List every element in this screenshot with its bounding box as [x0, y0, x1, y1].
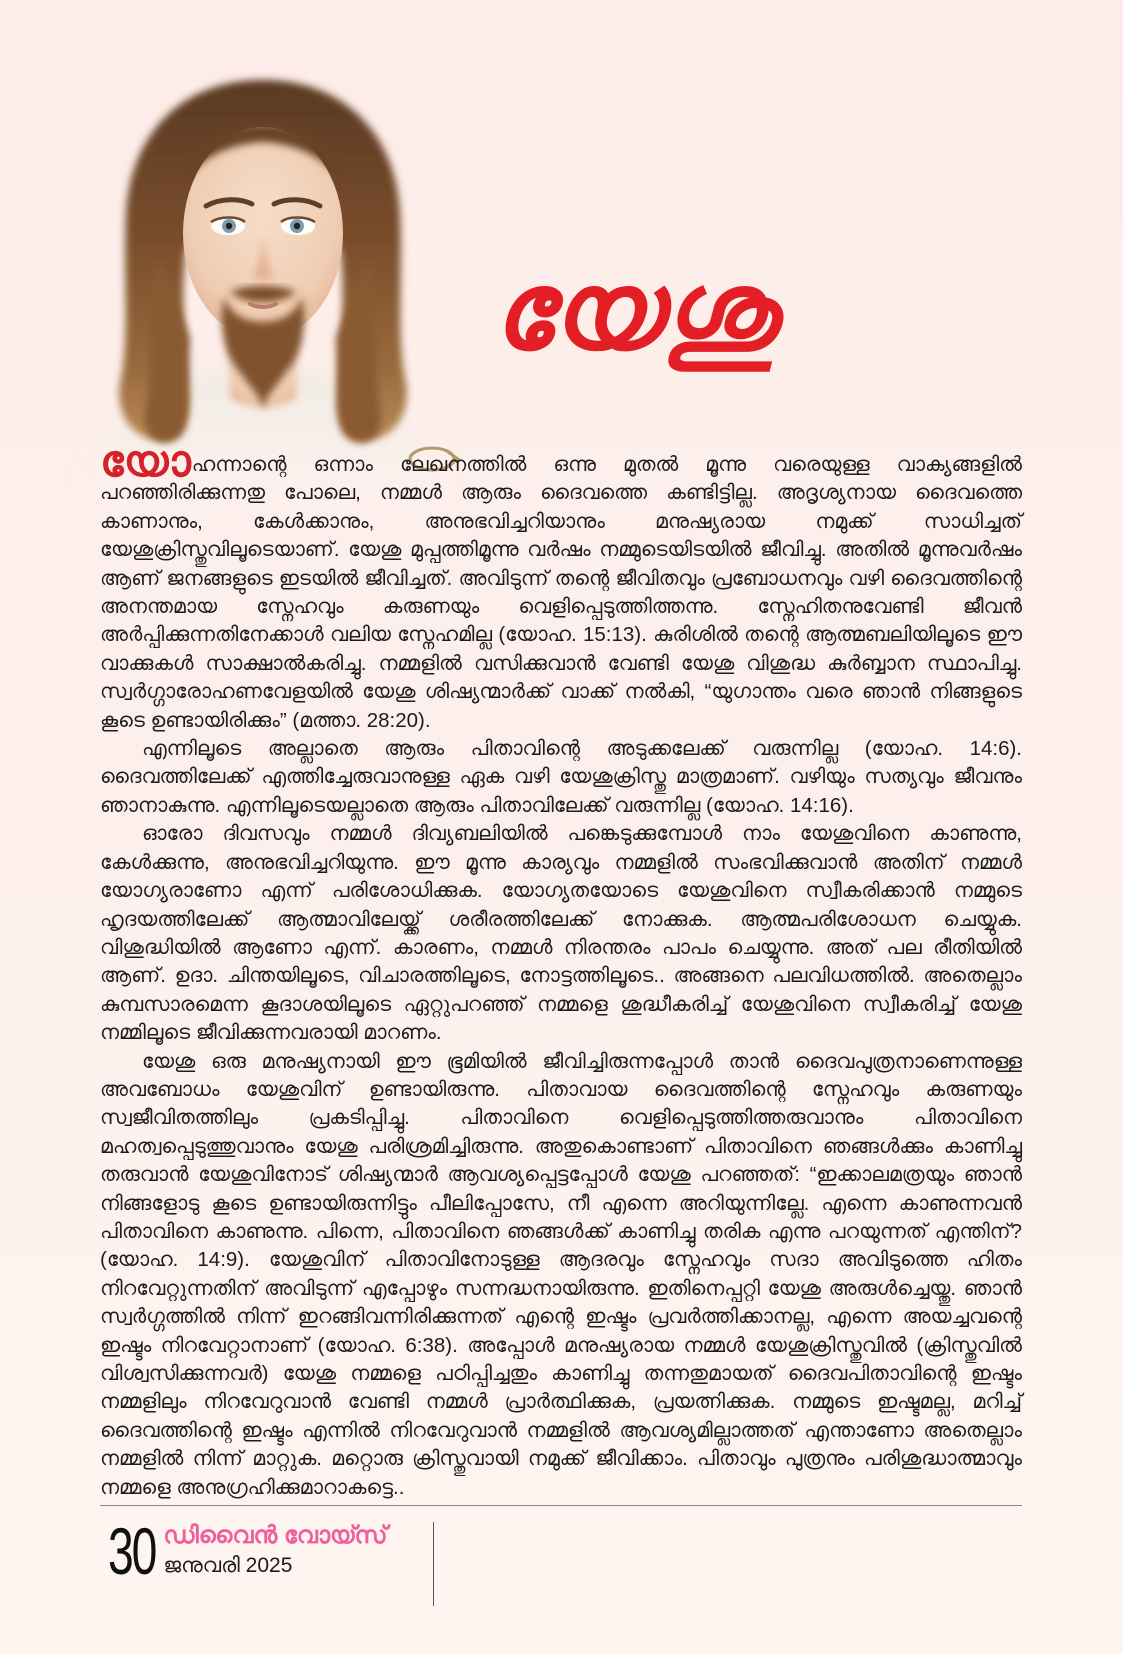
page-number: 30 — [108, 1514, 156, 1588]
article-body — [100, 437, 1022, 1502]
footer-divider — [100, 1505, 1022, 1506]
paragraph-1 — [100, 437, 1022, 735]
pupil-right — [294, 223, 300, 229]
jesus-portrait-image — [28, 38, 498, 483]
paragraph-4: യേശു ഒരു മനുഷ്യനായി ഈ ഭൂമിയിൽ ജീവിച്ചിരുന്നപ്പോൾ താൻ ദൈവപുത്രനാണെന്നുള്ള അവബോധം യേശുവിന് ഉണ്ടായിരുന്നു. പിതാവായ ദൈവത്തിന്റെ സ്നേഹവും കരുണയും സ്വജീവിതത്തിലും പ്രകടിപ്പിച്ചു. പിതാവിനെ വെളിപ്പെടുത്തിത്തരുവാനും പിതാവിനെ മഹത്വപ്പെടുത്തുവാനും യേശു പരിശ്രമിച്ചിരുന്നു. അതുകൊണ്ടാണ് പിതാവിനെ ഞങ്ങൾക്കും കാണിച്ചു തരുവാൻ യേശുവിനോട് ശിഷ്യന്മാർ ആവശ്യപ്പെട്ടപ്പോൾ യേശു പറഞ്ഞത്: “ഇക്കാലമത്രയും ഞാൻ നിങ്ങളോടു കൂടെ ഉണ്ടായിരുന്നിട്ടും പീലിപ്പോസേ, നീ എന്നെ അറിയുന്നില്ലേ. എന്നെ കാണുന്നവൻ പിതാവിനെ കാണുന്നു. പിന്നെ, പിതാവിനെ ഞങ്ങൾക്ക് കാണിച്ചു തരിക എന്നു പറയുന്നത് എന്തിന്? (യോഹ. 14:9). യേശുവിന് പിതാവിനോടുള്ള ആദരവും സ്നേഹവും സദാ അവിടുത്തെ ഹിതം നിറവേറ്റുന്നതിന് അവിടുന്ന് എപ്പോഴും സന്നദ്ധനായിരുന്നു. ഇതിനെപ്പറ്റി യേശു അരുൾച്ചെയ്തു. ഞാൻ സ്വർഗ്ഗത്തിൽ നിന്ന് ഇറങ്ങിവന്നിരിക്കുന്നത് എന്റെ ഇഷ്ടം പ്രവർത്തിക്കാനല്ല, എന്നെ അയച്ചവന്റെ ഇഷ്ടം നിറവേറ്റാനാണ് (യോഹ. 6:38). അപ്പോൾ മനുഷ്യരായ നമ്മൾ യേശുക്രിസ്തുവിൽ (ക്രിസ്തുവിൽ വിശ്വസിക്കുന്നവർ) യേശു നമ്മളെ പഠിപ്പിച്ചതും കാണിച്ചു തന്നതുമായത് ദൈവപിതാവിന്റെ ഇഷ്ടം നമ്മളിലും നിറവേറുവാൻ വേണ്ടി നമ്മൾ പ്രാർത്ഥിക്കുക, പ്രയത്നിക്കുക. നമ്മുടെ ഇഷ്ടമല്ല, മറിച്ച് ദൈവത്തിന്റെ ഇഷ്ടം എന്നിൽ നിറവേറുവാൻ നമ്മളിൽ ആവശ്യമില്ലാത്തത് എന്താണോ അതെല്ലാം നമ്മളിൽ നിന്ന് മാറ്റുക. മറ്റൊരു ക്രിസ്തുവായി നമുക്ക് ജീവിക്കാം. പിതാവും പുത്രനും പരിശുദ്ധാത്മാവും നമ്മളെ അനുഗ്രഹിക്കുമാറാകട്ടെ.. — [100, 1049, 1022, 1499]
article-title: യേശു — [492, 250, 777, 371]
magazine-block — [163, 1520, 387, 1578]
paragraph-2: എന്നിലൂടെ അല്ലാതെ ആരും പിതാവിന്റെ അടുക്കലേക്ക് വരുന്നില്ല (യോഹ. 14:6). ദൈവത്തിലേക്ക് എത്തിച്ചേരുവാനുള്ള ഏക വഴി യേശുക്രിസ്തു മാത്രമാണ്. വഴിയും സത്യവും ജീവനും ഞാനാകുന്നു. എന്നിലൂടെയല്ലാതെ ആരും പിതാവിലേക്ക് വരുന്നില്ല (യോഹ. 14:16). — [100, 737, 1022, 817]
page-footer — [108, 1514, 434, 1606]
jesus-portrait-svg — [28, 38, 498, 483]
footer-separator — [433, 1522, 434, 1606]
issue-date: ജനുവരി 2025 — [163, 1553, 293, 1577]
paragraph-1-text: ഹന്നാന്റെ ഒന്നാം ലേഖനത്തിൽ ഒന്നു മുതൽ മൂന്നു വരെയുള്ള വാക്യങ്ങളിൽ പറഞ്ഞിരിക്കുന്നതു പോലെ, നമ്മൾ ആരും ദൈവത്തെ കണ്ടിട്ടില്ല. അദൃശ്യനായ ദൈവത്തെ കാണാനും, കേൾക്കാനും, അനുഭവിച്ചറിയാനും മനുഷ്യരായ നമുക്ക് സാധിച്ചത് യേശുക്രിസ്തുവിലൂടെയാണ്. യേശു മുപ്പത്തിമൂന്നു വർഷം നമ്മുടെയിടയിൽ ജീവിച്ചു. അതിൽ മൂന്നുവർഷം ആണ് ജനങ്ങളുടെ ഇടയിൽ ജീവിച്ചത്. അവിടുന്ന് തന്റെ ജീവിതവും പ്രബോധനവും വഴി ദൈവത്തിന്റെ അനന്തമായ സ്നേഹവും കരുണയും വെളിപ്പെടുത്തിത്തന്നു. സ്നേഹിതനുവേണ്ടി ജീവൻ അർപ്പിക്കുന്നതിനേക്കാൾ വലിയ സ്നേഹമില്ല (യോഹ. 15:13). കുരിശിൽ തന്റെ ആത്മബലിയിലൂടെ ഈ വാക്കുകൾ സാക്ഷാൽകരിച്ചു. നമ്മളിൽ വസിക്കുവാൻ വേണ്ടി യേശു വിശുദ്ധ കുർബ്ബാന സ്ഥാപിച്ചു. സ്വർഗ്ഗാരോഹണവേളയിൽ യേശു ശിഷ്യന്മാർക്ക് വാക്ക് നൽകി, “യുഗാന്തം വരെ ഞാൻ നിങ്ങളുടെ കൂടെ ഉണ്ടായിരിക്കും” (മത്താ. 28:20). — [100, 453, 1022, 732]
magazine-name: ഡിവൈൻ വോയ്സ് — [163, 1522, 388, 1549]
paragraph-3: ഓരോ ദിവസവും നമ്മൾ ദിവ്യബലിയിൽ പങ്കെടുക്കുമ്പോൾ നാം യേശുവിനെ കാണുന്നു, കേൾക്കുന്നു, അനുഭവിച്ചറിയുന്നു. ഈ മൂന്നു കാര്യവും നമ്മളിൽ സംഭവിക്കുവാൻ അതിന് നമ്മൾ യോഗ്യരാണോ എന്ന് പരിശോധിക്കുക. യോഗ്യതയോടെ യേശുവിനെ സ്വീകരിക്കാൻ നമ്മുടെ ഹൃദയത്തിലേക്ക് ആത്മാവിലേയ്ക്ക് ശരീരത്തിലേക്ക് നോക്കുക. ആത്മപരിശോധന ചെയ്യുക. വിശുദ്ധിയിൽ ആണോ എന്ന്. കാരണം, നമ്മൾ നിരന്തരം പാപം ചെയ്യുന്നു. അത് പല രീതിയിൽ ആണ്. ഉദാ. ചിന്തയിലൂടെ, വിചാരത്തിലൂടെ, നോട്ടത്തിലൂടെ.. അങ്ങനെ പലവിധത്തിൽ. അതെല്ലാം കുമ്പസാരമെന്ന കൂദാശയിലൂടെ ഏറ്റുപറഞ്ഞ് നമ്മളെ ശുദ്ധീകരിച്ച് യേശുവിനെ സ്വീകരിച്ച് യേശു നമ്മിലൂടെ ജീവിക്കുന്നവരായി മാറണം. — [100, 822, 1022, 1045]
drop-cap: യോ — [100, 437, 191, 486]
pupil-left — [226, 223, 232, 229]
